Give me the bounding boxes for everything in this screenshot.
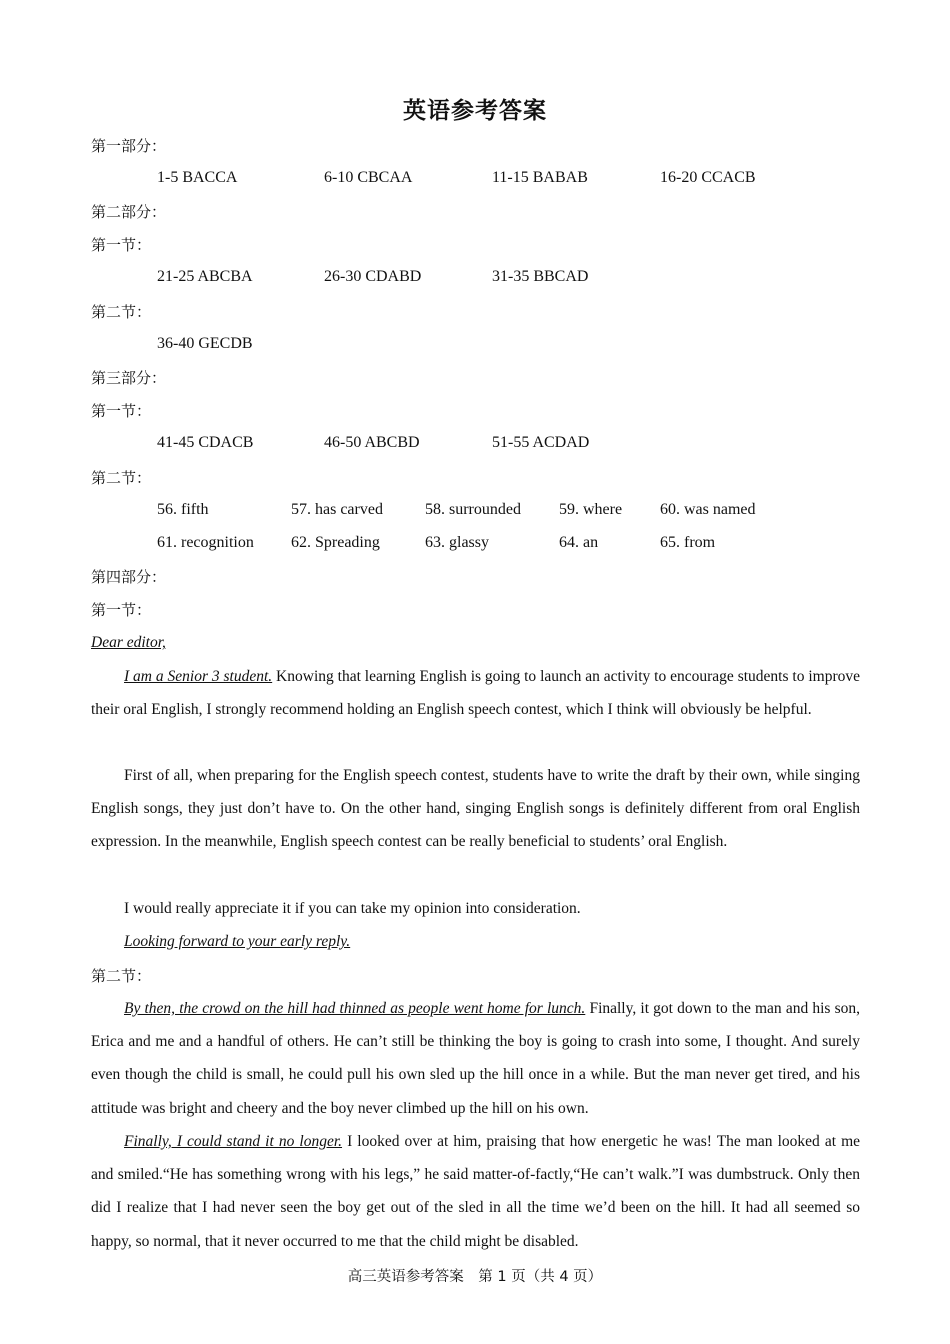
page-title: 英语参考答案	[403, 98, 547, 124]
paragraph-text: I looked over at him, praising that how energetic he was! The man looked at me and smiled.“He has something wrong with his legs,” he said matter-of-factly,“He can’t walk.”I was dumbstruck. Only then did I realize that I had never seen the boy get out of the sled in all the time we’d been on the hill. It had all seemed so happy, so normal, that it never occurred to me that the child might be disabled.	[91, 1133, 861, 1250]
story-paragraph	[91, 992, 860, 1125]
answer-item: 60. was named	[660, 501, 756, 518]
essay-paragraph	[91, 660, 860, 726]
underlined-sentence: I am a Senior 3 student.	[124, 668, 273, 685]
answer-group: 1-5 BACCA	[157, 169, 238, 186]
answer-item: 63. glassy	[425, 534, 489, 551]
answer-item: 65. from	[660, 534, 716, 551]
underlined-sentence: Looking forward to your early reply.	[124, 933, 351, 950]
underlined-sentence: Finally, I could stand it no longer.	[124, 1133, 343, 1150]
answer-group: 26-30 CDABD	[324, 268, 422, 285]
page-footer: 高三英语参考答案 第 1 页（共 4 页）	[347, 1269, 603, 1285]
paragraph-text: Finally, it got down to the man and his son, Erica and me and a handful of others. He can’t still be thinking the boy is going to crash into some, I thought. And surely even though the child is small, he could pull his own sled up the hill once in a while. But the man never get tired, and his attitude was bright and cheery and the boy never climbed up the hill on his own.	[91, 1000, 860, 1117]
answer-group: 51-55 ACDAD	[492, 434, 590, 451]
part2-sec1-label: 第一节：	[91, 236, 152, 254]
answer-item: 59. where	[559, 501, 623, 518]
answer-item: 56. fifth	[157, 501, 209, 518]
story-paragraph	[91, 1125, 860, 1258]
part3-sec1-label: 第一节：	[91, 402, 152, 420]
essay-paragraph: First of all, when preparing for the English speech contest, students have to write the draft by their own, while singing English songs, they just don’t have to. On the other hand, singing English songs is definitely different from oral English expression. In the meanwhile, English speech contest can be really beneficial to students’ oral English.	[91, 767, 860, 851]
part2-label: 第二部分：	[91, 203, 167, 221]
part4-sec2-label: 第二节：	[91, 967, 152, 985]
answer-group: 6-10 CBCAA	[324, 169, 413, 186]
part4-sec1-label: 第一节：	[91, 601, 152, 619]
answer-item: 58. surrounded	[425, 501, 521, 518]
underlined-sentence: By then, the crowd on the hill had thinned as people went home for lunch.	[124, 1000, 586, 1017]
part1-label: 第一部分：	[91, 137, 167, 155]
part3-label: 第三部分：	[91, 369, 167, 387]
answer-group: 11-15 BABAB	[492, 169, 588, 186]
answer-group: 16-20 CCACB	[660, 169, 756, 186]
answer-item: 64. an	[559, 534, 599, 551]
essay-paragraph: I would really appreciate it if you can take my opinion into consideration.	[124, 900, 581, 917]
part2-sec2-label: 第二节：	[91, 303, 152, 321]
answer-group: 36-40 GECDB	[157, 335, 253, 352]
paragraph-text: Knowing that learning English is going to launch an activity to encourage students to improve their oral English, I strongly recommend holding an English speech contest, which I think will obviously be helpful.	[91, 668, 860, 719]
answer-item: 61. recognition	[157, 534, 254, 551]
answer-group: 31-35 BBCAD	[492, 268, 589, 285]
answer-item: 62. Spreading	[291, 534, 380, 551]
part4-label: 第四部分：	[91, 568, 167, 586]
answer-group: 21-25 ABCBA	[157, 268, 253, 285]
answer-item: 57. has carved	[291, 501, 383, 518]
salutation: Dear editor,	[91, 634, 166, 651]
closing-line	[91, 925, 860, 958]
answer-group: 46-50 ABCBD	[324, 434, 420, 451]
part3-sec2-label: 第二节：	[91, 469, 152, 487]
answer-group: 41-45 CDACB	[157, 434, 254, 451]
